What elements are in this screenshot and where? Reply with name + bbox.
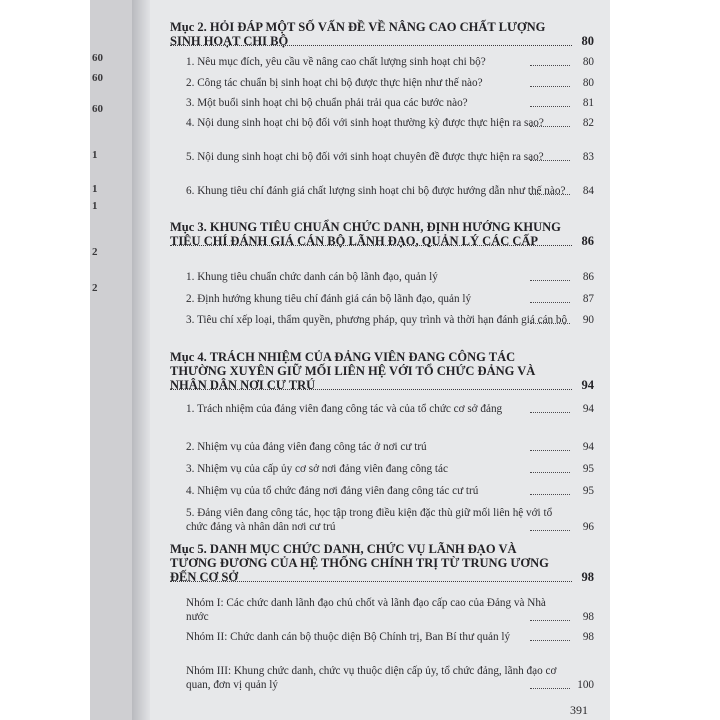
toc-entry: Nhóm II: Chức danh cán bộ thuộc diện Bộ Chính trị, Ban Bí thư quản lý 98 [186, 631, 594, 643]
toc-entry: 3. Nhiệm vụ của cấp ủy cơ sở nơi đảng viên đang công tác 95 [186, 463, 594, 475]
toc-entry: 4. Nội dung sinh hoạt chi bộ đối với sinh hoạt thường kỳ được thực hiện ra sao? 82 [186, 117, 594, 129]
toc-entry: Nhóm I: Các chức danh lãnh đạo chủ chốt và lãnh đạo cấp cao của Đảng và Nhà nước 98 [186, 597, 594, 623]
page-fragment: 60 [92, 52, 103, 64]
toc-entry: 5. Nội dung sinh hoạt chi bộ đối với sinh hoạt chuyên đề được thực hiện ra sao? 83 [186, 151, 594, 163]
toc-entry: 2. Công tác chuẩn bị sinh hoạt chi bộ được thực hiện như thế nào? 80 [186, 77, 594, 89]
toc-page [150, 0, 610, 720]
section-page-number: 94 [581, 378, 594, 392]
page-fragment: 1 [92, 200, 98, 212]
toc-entry: 2. Nhiệm vụ của đảng viên đang công tác ở nơi cư trú 94 [186, 441, 594, 453]
page-fragment: 2 [92, 246, 98, 258]
page-fragment: 60 [92, 103, 103, 115]
toc-entry: 6. Khung tiêu chí đánh giá chất lượng sinh hoạt chi bộ được hướng dẫn như thế nào? 84 [186, 185, 594, 197]
page-fragment: 60 [92, 72, 103, 84]
section-page-number: 80 [581, 34, 594, 48]
toc-entry: 4. Nhiệm vụ của tổ chức đảng nơi đảng viên đang công tác cư trú 95 [186, 485, 594, 497]
toc-section-heading: Mục 4. TRÁCH NHIỆM CỦA ĐẢNG VIÊN ĐANG CÔNG TÁC THƯỜNG XUYÊN GIỮ MỐI LIÊN HỆ VỚI TỔ CHỨC ĐẢNG VÀ NHÂN DÂN NƠI CƯ TRÚ 94 [170, 350, 594, 392]
page-fragment: 1 [92, 183, 98, 195]
previous-page-edge [90, 0, 132, 720]
section-page-number: 98 [581, 570, 594, 584]
toc-section-heading: Mục 2. HỎI ĐÁP MỘT SỐ VẤN ĐỀ VỀ NÂNG CAO CHẤT LƯỢNG SINH HOẠT CHI BỘ 80 [170, 20, 594, 48]
toc-entry: 1. Nêu mục đích, yêu cầu về nâng cao chất lượng sinh hoạt chi bộ? 80 [186, 56, 594, 68]
toc-entry: 1. Trách nhiệm của đảng viên đang công tác và của tổ chức cơ sở đảng 94 [186, 403, 594, 415]
toc-entry: Nhóm III: Khung chức danh, chức vụ thuộc diện cấp ủy, tổ chức đảng, lãnh đạo cơ quan, đơn vị quản lý 100 [186, 665, 594, 691]
section-page-number: 86 [581, 234, 594, 248]
page-fragment: 1 [92, 149, 98, 161]
toc-section-heading: Mục 3. KHUNG TIÊU CHUẨN CHỨC DANH, ĐỊNH HƯỚNG KHUNG TIÊU CHÍ ĐÁNH GIÁ CÁN BỘ LÃNH ĐẠO, QUẢN LÝ CÁC CẤP 86 [170, 220, 594, 248]
toc-entry: 1. Khung tiêu chuẩn chức danh cán bộ lãnh đạo, quản lý 86 [186, 271, 594, 283]
toc-entry: 5. Đảng viên đang công tác, học tập trong điều kiện đặc thù giữ mối liên hệ với tổ chức đảng và nhân dân nơi cư trú 96 [186, 507, 594, 533]
book-photo [90, 0, 610, 720]
page-fragment: 2 [92, 282, 98, 294]
toc-entry: 3. Tiêu chí xếp loại, thẩm quyền, phương pháp, quy trình và thời hạn đánh giá cán bộ 90 [186, 314, 594, 326]
toc-entry: 3. Một buổi sinh hoạt chi bộ chuẩn phải trải qua các bước nào? 81 [186, 97, 594, 109]
toc-entry: 2. Định hướng khung tiêu chí đánh giá cán bộ lãnh đạo, quản lý 87 [186, 293, 594, 305]
book-gutter [132, 0, 152, 720]
toc-section-heading: Mục 5. DANH MỤC CHỨC DANH, CHỨC VỤ LÃNH ĐẠO VÀ TƯƠNG ĐƯƠNG CỦA HỆ THỐNG CHÍNH TRỊ TỪ TRUNG ƯƠNG ĐẾN CƠ SỞ 98 [170, 542, 594, 584]
page-number: 391 [570, 703, 588, 717]
